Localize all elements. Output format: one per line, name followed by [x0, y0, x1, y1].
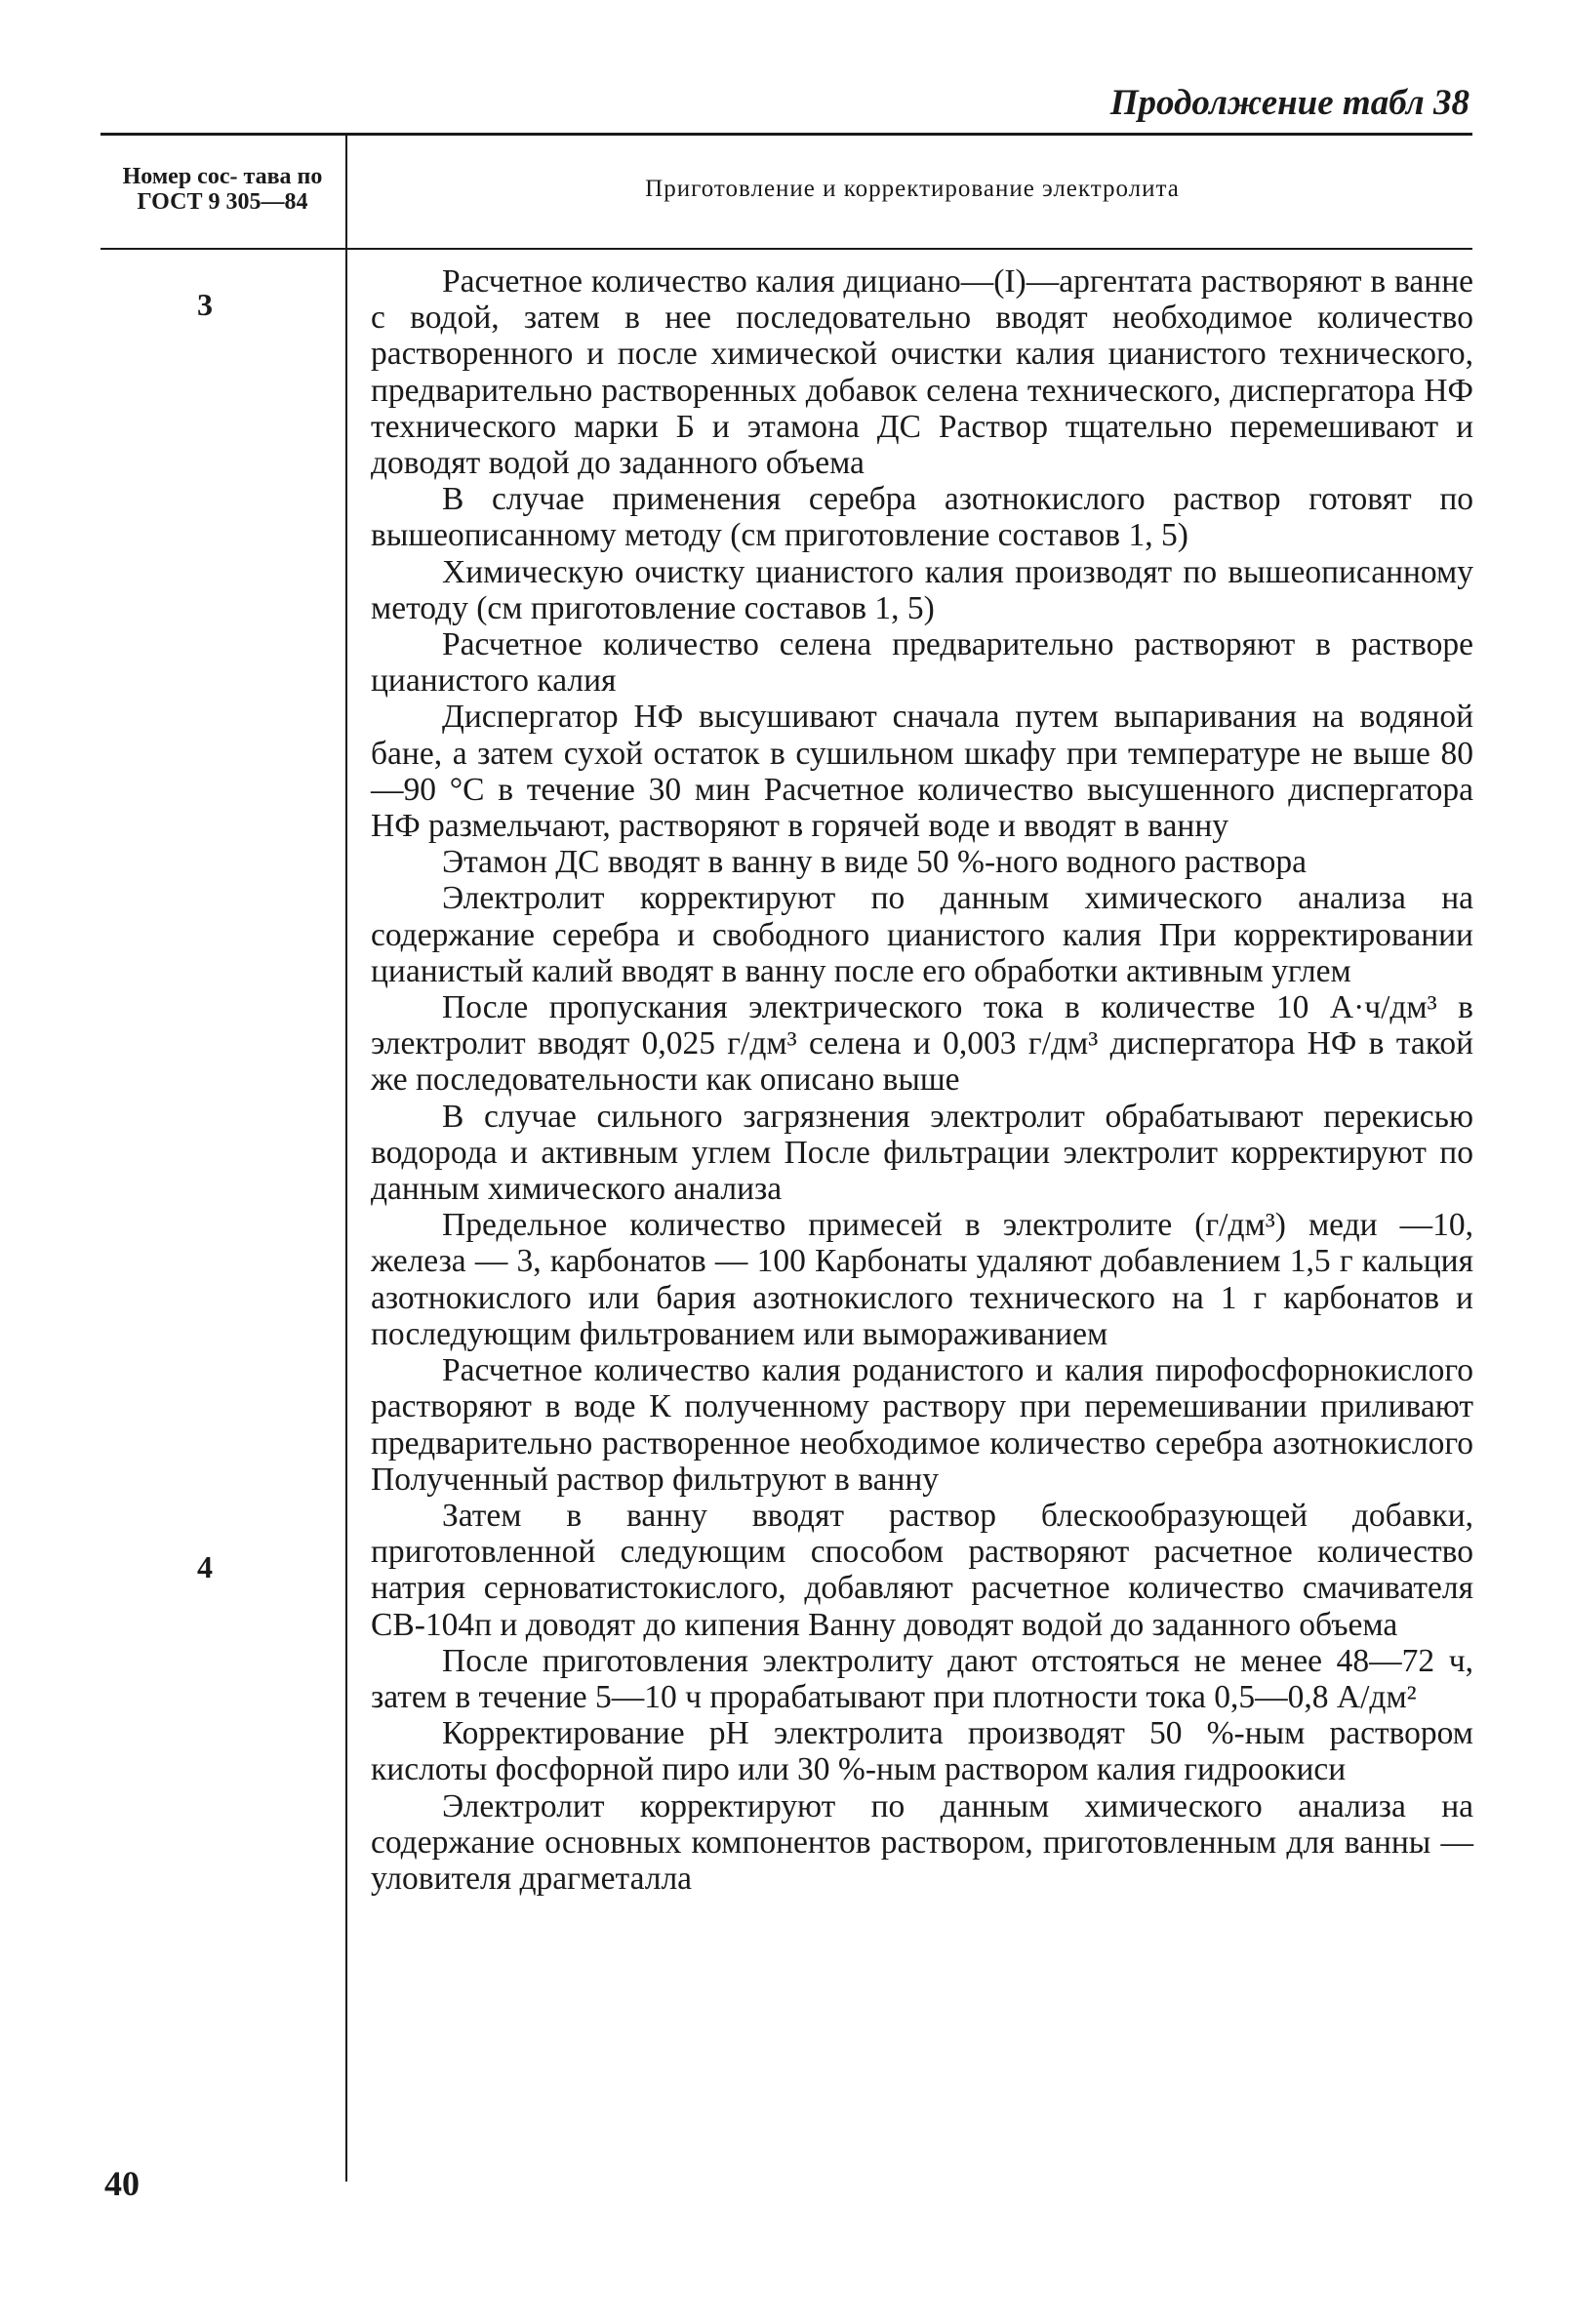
paragraph: В случае сильного загрязнения электролит обрабатывают перекисью водорода и активным углем После фильтрации электролит корректируют по данным химического анализа: [371, 1098, 1473, 1208]
running-head: Продолжение табл 38: [1109, 83, 1469, 123]
paragraph: Расчетное количество селена предварительно растворяют в растворе цианистого калия: [371, 626, 1473, 700]
table-top-rule: [101, 133, 1472, 136]
page-number: 40: [104, 2164, 140, 2203]
paragraph: Диспергатор НФ высушивают сначала путем выпаривания на водяной бане, а затем сухой остаток в сушильном шкафу при температуре не выше 80—90 °С в течение 30 мин Расчетное количество высушенного диспергатора НФ размельчают, растворяют в горячей воде и вводят в ванну: [371, 699, 1473, 845]
paragraph: Электролит корректируют по данным химического анализа на содержание серебра и свободного цианистого калия При корректировании цианистый калий вводят в ванну после его обработки активным углем: [371, 880, 1473, 989]
body-column-divider: [345, 250, 347, 2182]
composition-number: 3: [197, 287, 213, 322]
composition-number: 4: [197, 1549, 213, 1584]
paragraph: После пропускания электрического тока в количестве 10 А·ч/дм³ в электролит вводят 0,025 г/дм³ селена и 0,003 г/дм³ диспергатора НФ в такой же последовательности как описано выше: [371, 989, 1473, 1099]
header-column-divider: [345, 135, 347, 248]
procedure-text: [371, 263, 1473, 1897]
paragraph: Расчетное количество калия дициано—(I)—аргентата растворяют в ванне с водой, затем в нее последовательно вводят необходимое количество растворенного и после химической очистки калия цианистого технического, предварительно растворенных добавок селена технического, диспергатора НФ технического марки Б и этамона ДС Раствор тщательно перемешивают и доводят водой до заданного объема: [371, 263, 1473, 482]
paragraph: Этамон ДС вводят в ванну в виде 50 %-ного водного раствора: [442, 844, 1308, 881]
paragraph: В случае применения серебра азотнокислого раствор готовят по вышеописанному методу (см приготовление составов 1, 5): [371, 481, 1473, 554]
column-header-procedure: Приготовление и корректирование электролита: [645, 176, 1180, 202]
paragraph: Затем в ванну вводят раствор блескообразующей добавки, приготовленной следующим способом растворяют расчетное количество натрия серноватистокислого, добавляют расчетное количество смачивателя СВ-104п и доводят до кипения Ванну доводят водой до заданного объема: [371, 1497, 1473, 1643]
paragraph: Химическую очистку цианистого калия производят по вышеописанному методу (см приготовление составов 1, 5): [371, 553, 1473, 626]
header-bottom-rule: [101, 248, 1472, 250]
paragraph: После приготовления электролиту дают отстояться не менее 48—72 ч, затем в течение 5—10 ч прорабатывают при плотности тока 0,5—0,8 А/дм²: [371, 1642, 1473, 1715]
paragraph: Предельное количество примесей в электролите (г/дм³) меди —10, железа — 3, карбонатов — 100 Карбонаты удаляют добавлением 1,5 г кальция азотнокислого или бария азотнокислого технического на 1 г карбонатов и последующим фильтрованием или вымораживанием: [371, 1207, 1473, 1352]
paragraph: Корректирование рН электролита производят 50 %-ным раствором кислоты фосфорной пиро или 30 %-ным раствором калия гидроокиси: [371, 1715, 1473, 1788]
column-header-composition: Номер сос- тава по ГОСТ 9 305—84: [122, 164, 323, 215]
paragraph: Электролит корректируют по данным химического анализа на содержание основных компонентов раствором, приготовленным для ванны — уловителя драгметалла: [371, 1787, 1473, 1897]
paragraph: Расчетное количество калия роданистого и калия пирофосфорнокислого растворяют в воде К полученному раствору при перемешивании приливают предварительно растворенное необходимое количество серебра азотнокислого Полученный раствор фильтруют в ванну: [371, 1352, 1473, 1498]
